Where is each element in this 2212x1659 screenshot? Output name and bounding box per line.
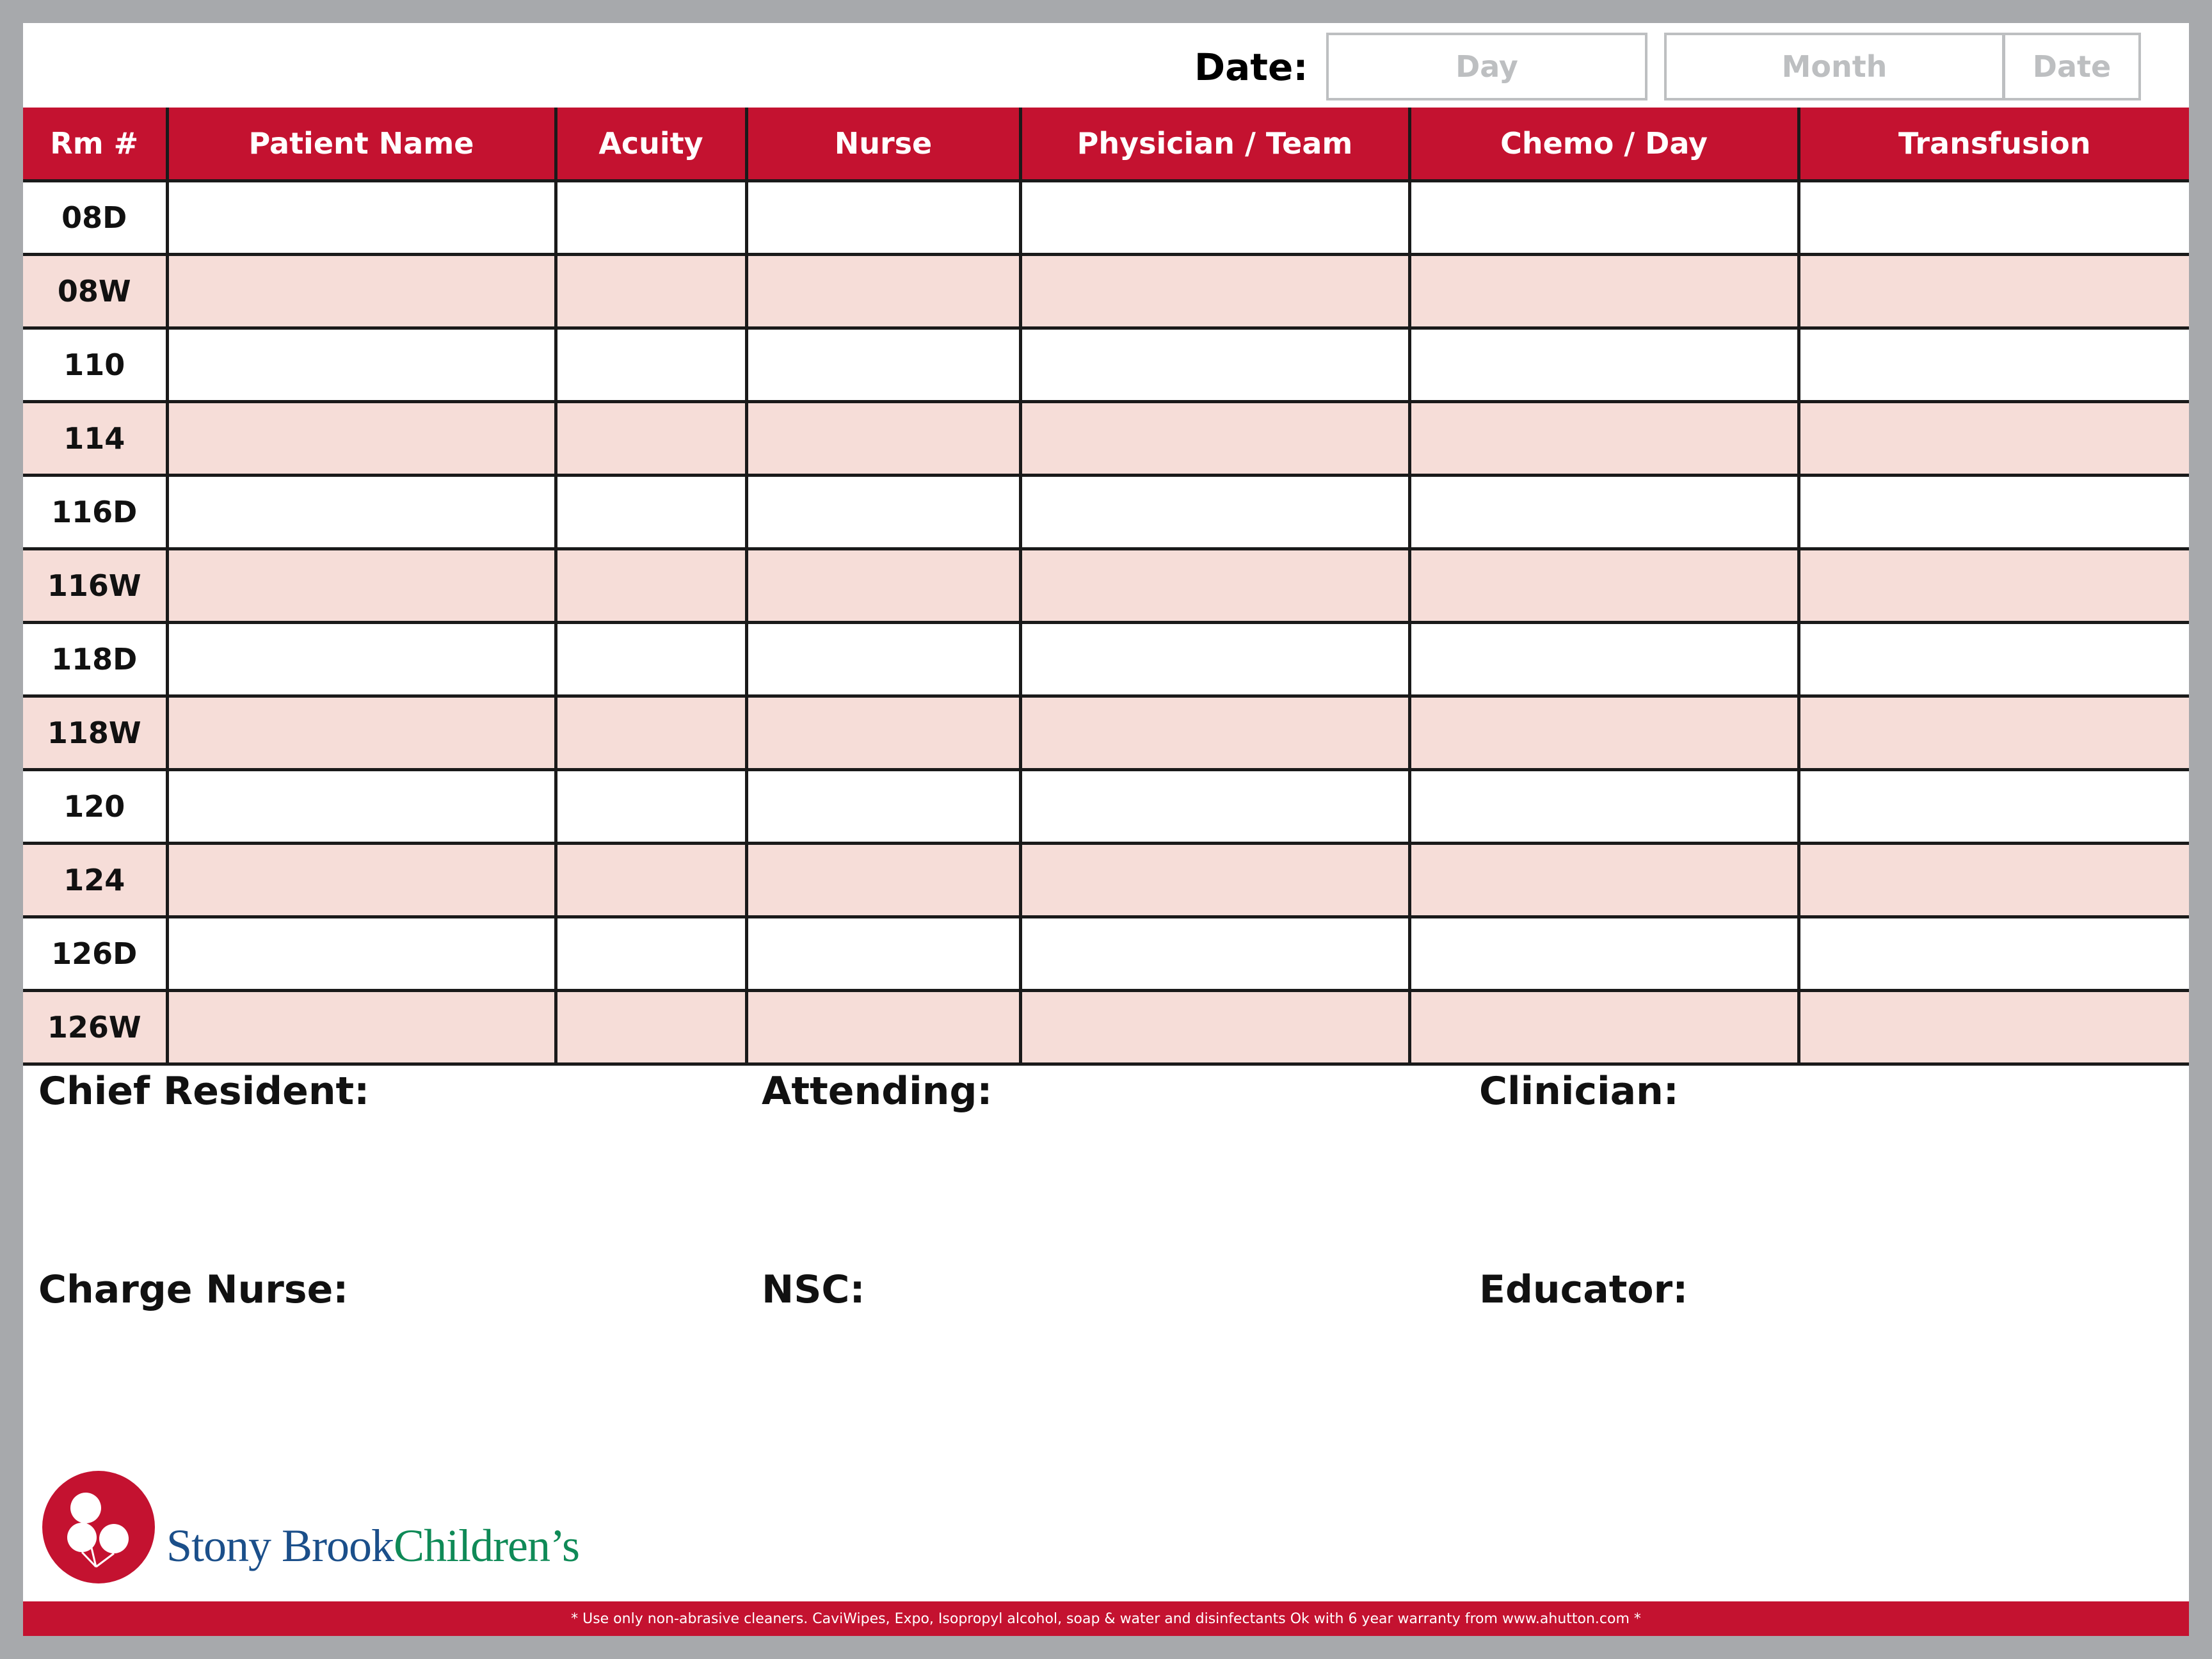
column-header-acuity: Acuity <box>556 108 746 180</box>
acuity-cell[interactable] <box>556 990 746 1064</box>
transfusion-cell[interactable] <box>1799 769 2189 843</box>
nurse-cell[interactable] <box>746 622 1020 696</box>
table-row <box>23 328 2189 401</box>
nurse-cell[interactable] <box>746 328 1020 401</box>
chemo-day-cell[interactable] <box>1409 328 1799 401</box>
chemo-day-cell[interactable] <box>1409 622 1799 696</box>
physician-team-cell[interactable] <box>1020 475 1409 549</box>
transfusion-cell[interactable] <box>1799 254 2189 328</box>
brand-name-part2: Children’s <box>394 1520 580 1571</box>
acuity-cell[interactable] <box>556 549 746 622</box>
room-cell: 126D <box>23 917 167 990</box>
chemo-day-cell[interactable] <box>1409 696 1799 769</box>
clinician-label: Clinician: <box>1479 1069 1679 1114</box>
physician-team-cell[interactable] <box>1020 254 1409 328</box>
date-header <box>23 23 2189 108</box>
transfusion-cell[interactable] <box>1799 622 2189 696</box>
chemo-day-cell[interactable] <box>1409 769 1799 843</box>
transfusion-cell[interactable] <box>1799 180 2189 254</box>
column-header-nurse: Nurse <box>746 108 1020 180</box>
chemo-day-cell[interactable] <box>1409 254 1799 328</box>
column-header-chemo-day: Chemo / Day <box>1409 108 1799 180</box>
chemo-day-cell[interactable] <box>1409 843 1799 917</box>
table-row <box>23 769 2189 843</box>
acuity-cell[interactable] <box>556 622 746 696</box>
patient-name-cell[interactable] <box>167 549 556 622</box>
patient-name-cell[interactable] <box>167 990 556 1064</box>
footer-bar <box>23 1601 2189 1636</box>
patient-name-cell[interactable] <box>167 401 556 475</box>
patient-name-cell[interactable] <box>167 475 556 549</box>
physician-team-cell[interactable] <box>1020 990 1409 1064</box>
room-cell: 118W <box>23 696 167 769</box>
nurse-cell[interactable] <box>746 917 1020 990</box>
nurse-cell[interactable] <box>746 696 1020 769</box>
physician-team-cell[interactable] <box>1020 401 1409 475</box>
column-header-patient-name: Patient Name <box>167 108 556 180</box>
chemo-day-cell[interactable] <box>1409 917 1799 990</box>
acuity-cell[interactable] <box>556 475 746 549</box>
acuity-cell[interactable] <box>556 917 746 990</box>
transfusion-cell[interactable] <box>1799 549 2189 622</box>
table-row <box>23 990 2189 1064</box>
column-header-physician-team: Physician / Team <box>1020 108 1409 180</box>
patient-name-cell[interactable] <box>167 917 556 990</box>
patient-name-cell[interactable] <box>167 328 556 401</box>
room-cell: 08D <box>23 180 167 254</box>
column-header-transfusion: Transfusion <box>1799 108 2189 180</box>
room-cell: 118D <box>23 622 167 696</box>
attending-label: Attending: <box>762 1069 993 1114</box>
nurse-cell[interactable] <box>746 180 1020 254</box>
table-row <box>23 401 2189 475</box>
patient-name-cell[interactable] <box>167 696 556 769</box>
date-label: Date: <box>1194 45 1308 89</box>
acuity-cell[interactable] <box>556 843 746 917</box>
nurse-cell[interactable] <box>746 475 1020 549</box>
acuity-cell[interactable] <box>556 696 746 769</box>
transfusion-cell[interactable] <box>1799 696 2189 769</box>
chemo-day-cell[interactable] <box>1409 475 1799 549</box>
charge-nurse-label: Charge Nurse: <box>38 1267 349 1312</box>
table-row <box>23 180 2189 254</box>
footer-note: * Use only non-abrasive cleaners. CaviWipes, Expo, Isopropyl alcohol, soap & water and disinfectants Ok with 6 year warranty from www.ahutton.com * <box>571 1610 1641 1627</box>
month-field[interactable]: Month <box>1664 33 2005 100</box>
chemo-day-cell[interactable] <box>1409 401 1799 475</box>
physician-team-cell[interactable] <box>1020 769 1409 843</box>
physician-team-cell[interactable] <box>1020 843 1409 917</box>
nurse-cell[interactable] <box>746 769 1020 843</box>
physician-team-cell[interactable] <box>1020 180 1409 254</box>
chemo-day-cell[interactable] <box>1409 180 1799 254</box>
chief-resident-label: Chief Resident: <box>38 1069 370 1114</box>
table-header-row <box>23 108 2189 180</box>
room-cell: 124 <box>23 843 167 917</box>
transfusion-cell[interactable] <box>1799 475 2189 549</box>
room-cell: 114 <box>23 401 167 475</box>
table-row <box>23 622 2189 696</box>
patient-name-cell[interactable] <box>167 843 556 917</box>
room-cell: 08W <box>23 254 167 328</box>
nurse-cell[interactable] <box>746 549 1020 622</box>
chemo-day-cell[interactable] <box>1409 990 1799 1064</box>
brand-name-part1: Stony Brook <box>166 1520 394 1571</box>
acuity-cell[interactable] <box>556 180 746 254</box>
transfusion-cell[interactable] <box>1799 843 2189 917</box>
room-cell: 116D <box>23 475 167 549</box>
day-field[interactable]: Day <box>1326 33 1647 100</box>
patient-name-cell[interactable] <box>167 254 556 328</box>
transfusion-cell[interactable] <box>1799 917 2189 990</box>
physician-team-cell[interactable] <box>1020 549 1409 622</box>
acuity-cell[interactable] <box>556 328 746 401</box>
acuity-cell[interactable] <box>556 401 746 475</box>
acuity-cell[interactable] <box>556 769 746 843</box>
patient-table <box>23 108 2189 1066</box>
column-header-room: Rm # <box>23 108 167 180</box>
room-cell: 116W <box>23 549 167 622</box>
physician-team-cell[interactable] <box>1020 917 1409 990</box>
nurse-cell[interactable] <box>746 254 1020 328</box>
brand-logo-text <box>166 1519 579 1573</box>
physician-team-cell[interactable] <box>1020 622 1409 696</box>
educator-label: Educator: <box>1479 1267 1688 1312</box>
room-cell: 126W <box>23 990 167 1064</box>
patient-name-cell[interactable] <box>167 180 556 254</box>
table-row <box>23 917 2189 990</box>
whiteboard <box>23 23 2189 1636</box>
nsc-label: NSC: <box>762 1267 865 1312</box>
nurse-cell[interactable] <box>746 990 1020 1064</box>
table-body <box>23 180 2189 1064</box>
physician-team-cell[interactable] <box>1020 696 1409 769</box>
table-row <box>23 254 2189 328</box>
physician-team-cell[interactable] <box>1020 328 1409 401</box>
balloon-logo-icon <box>42 1471 155 1583</box>
table-row <box>23 475 2189 549</box>
patient-name-cell[interactable] <box>167 622 556 696</box>
acuity-cell[interactable] <box>556 254 746 328</box>
patient-name-cell[interactable] <box>167 769 556 843</box>
table-row <box>23 843 2189 917</box>
transfusion-cell[interactable] <box>1799 401 2189 475</box>
chemo-day-cell[interactable] <box>1409 549 1799 622</box>
transfusion-cell[interactable] <box>1799 990 2189 1064</box>
date-field[interactable]: Date <box>2003 33 2141 100</box>
nurse-cell[interactable] <box>746 843 1020 917</box>
room-cell: 120 <box>23 769 167 843</box>
table-row <box>23 696 2189 769</box>
room-cell: 110 <box>23 328 167 401</box>
transfusion-cell[interactable] <box>1799 328 2189 401</box>
table-row <box>23 549 2189 622</box>
nurse-cell[interactable] <box>746 401 1020 475</box>
